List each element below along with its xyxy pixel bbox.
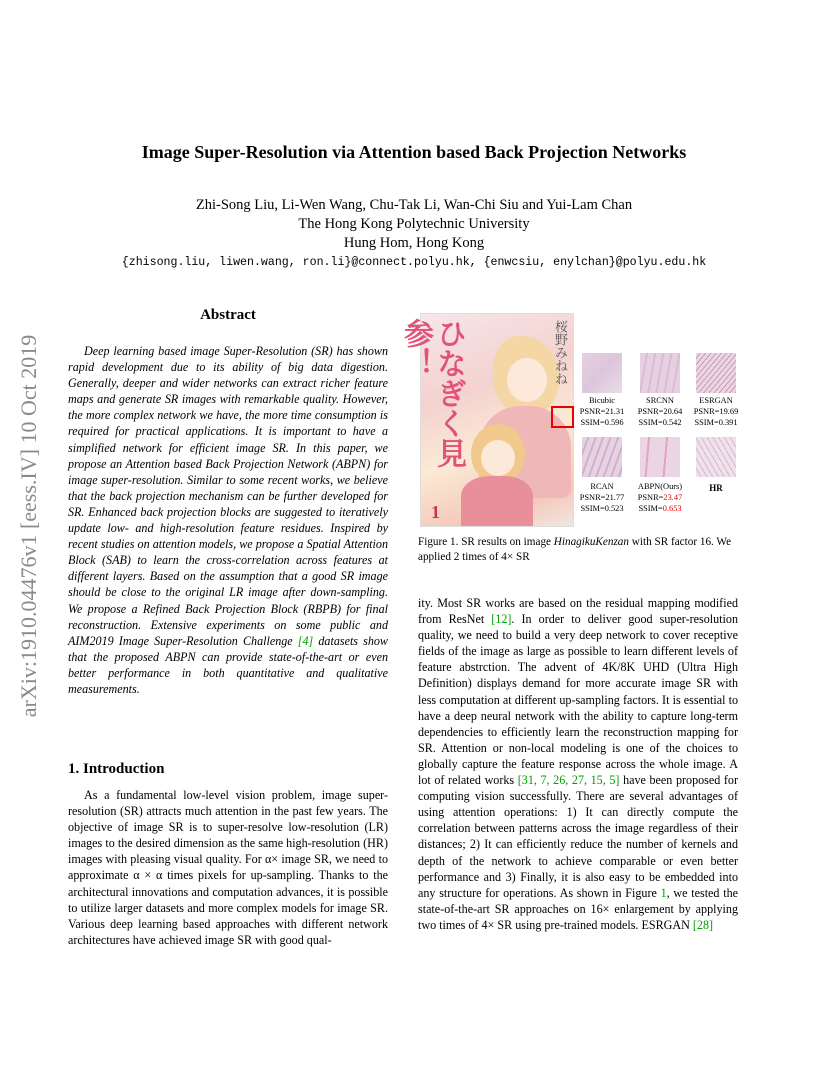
label-srcnn [632, 395, 688, 428]
cover-figure2-dress [461, 476, 533, 526]
patch-hr [696, 437, 736, 477]
method-psnr: PSNR=19.69 [693, 407, 739, 416]
label-esrgan [688, 395, 744, 428]
method-psnr: PSNR=21.31 [579, 407, 625, 416]
patch-abpn [640, 437, 680, 477]
caption-text: Figure 1. SR results on image [418, 536, 554, 548]
figure-caption [418, 535, 740, 565]
method-name: RCAN [590, 482, 614, 491]
body-text: have been proposed for computing vision successfully. There are several advantages of using attention operations: 1) It can directly compute the correlation between patterns across the image regardless of their distances; 2) It can efficiently reduce the number of kernels and depth of the network to achieve comparable or even better performance and 3) Finally, it is also easy to be embedded into any structure for operations. As shown in Figure [418, 773, 738, 900]
author-block [0, 196, 828, 253]
author-emails: {zhisong.liu, liwen.wang, ron.li}@connect.polyu.hk, {enwcsiu, enylchan}@polyu.edu.hk [121, 256, 707, 269]
method-name: ABPN(Ours) [637, 482, 683, 491]
abstract-heading: Abstract [200, 307, 256, 323]
intro-body [68, 787, 388, 948]
method-ssim: SSIM=0.523 [580, 504, 624, 513]
affiliation: The Hong Kong Polytechnic University [298, 216, 530, 232]
crop-region-marker [551, 406, 574, 428]
method-name: ESRGAN [699, 396, 733, 405]
citation-link[interactable]: [31, 7, 26, 27, 15, 5] [517, 773, 620, 788]
body-text: . In order to deliver good super-resolution quality, we need to build a very deep network to cover receptive fields of the image as large as possible to learn different levels of feature abstrction. The advent of 4K/8K UHD (Ultra High Definition) displays demand for more accurate image SR with less computation at different up-sampling factors. It is essential to have a deep neural network with the ability to capture long-term dependencies to efficiently learn the reconstruction mapping for SR. Attention or non-local modeling is one of the choices to globally capture the feature response across the whole image. A lot of related works [418, 612, 738, 788]
patch-rcan [582, 437, 622, 477]
cover-title: ひなぎく見参！ [399, 318, 465, 468]
figure-link[interactable]: 1 [660, 885, 667, 900]
ssim-value-best: 0.653 [662, 504, 682, 513]
abstract-body [68, 343, 388, 697]
method-name: SRCNN [646, 396, 674, 405]
psnr-label: PSNR= [637, 493, 664, 502]
location: Hung Hom, Hong Kong [343, 235, 485, 251]
caption-image-name: HinagikuKenzan [553, 536, 629, 548]
method-name: Bicubic [588, 396, 616, 405]
abstract-text-2: datasets show that the proposed ABPN can provide state-of-the-art or even better performance in both quantitative and qualitative measurements. [68, 633, 388, 696]
patch-srcnn [640, 353, 680, 393]
label-bicubic [574, 395, 630, 428]
author-list: Zhi-Song Liu, Li-Wen Wang, Chu-Tak Li, Wan-Chi Siu and Yui-Lam Chan [195, 197, 633, 213]
label-abpn [632, 481, 688, 514]
ssim-label: SSIM= [638, 504, 663, 513]
method-ssim [632, 503, 688, 514]
method-ssim: SSIM=0.391 [694, 418, 738, 427]
label-rcan [574, 481, 630, 514]
intro-paragraph: As a fundamental low-level vision problem, image super-resolution (SR) attracts much attention in the past few years. The objective of image SR is to super-resolve low-resolution (LR) images to the desired dimension as the same high-resolution (HR) images with pleasing visual quality. For α× image SR, we need to approximate α × α times pixels for up-sampling. Thanks to the architectural innovations and computation advances, it is possible to utilize larger datasets and more complex models for image SR. Various deep learning based approaches with different network architectures have achieved image SR with good qual- [68, 788, 388, 947]
patch-esrgan [696, 353, 736, 393]
method-psnr [632, 492, 688, 503]
right-column-body [418, 595, 738, 933]
citation-link[interactable]: [4] [297, 633, 314, 648]
cover-volume: 1 [431, 502, 440, 522]
figure-1 [399, 313, 740, 528]
cover-author: 桜野みねね [553, 320, 568, 385]
manga-cover-image [399, 313, 574, 527]
body-text: ity. Most SR works are based on the residual mapping modified from ResNet [418, 596, 738, 627]
psnr-value-best: 23.47 [663, 493, 683, 502]
method-ssim: SSIM=0.542 [638, 418, 682, 427]
arxiv-watermark: arXiv:1910.04476v1 [eess.IV] 10 Oct 2019 [16, 334, 41, 718]
citation-link[interactable]: [28] [692, 917, 714, 932]
citation-link[interactable]: [12] [491, 612, 512, 627]
cover-figure-face [507, 358, 547, 402]
section-heading-introduction: 1. Introduction [68, 761, 165, 777]
body-text: , we tested the state-of-the-art SR approaches on 16× enlargement by applying two times of 4× SR using pre-trained models. ESRGAN [418, 885, 738, 932]
method-psnr: PSNR=21.77 [579, 493, 625, 502]
abstract-text-1: Deep learning based image Super-Resolution (SR) has shown rapid development due to its ability of big data digestion. Generally, deeper and wider networks can extract richer feature maps and generate SR images with remarkable quality. However, the more complex network we have, the more time consumption is required for practical applications. It is important to have a simplified network for efficient image SR. In this paper, we propose an Attention based Back Projection Network (ABPN) for image super-resolution. Similar to some recent works, we believe that the back projection mechanism can be further developed for SR. Enhanced back projection blocks are suggested to iteratively update low- and high-resolution feature residues. Inspired by recent studies on attention models, we propose a Spatial Attention Block (SAB) to learn the cross-correlation across features at different layers. Based on the assumption that a good SR image should be close to the original LR image after down-sampling. We propose a Refined Back Projection Block (RBPB) for final reconstruction. Extensive experiments on some public and AIM2019 Image Super-Resolution Challenge [68, 344, 388, 648]
label-hr: HR [709, 483, 723, 493]
cover-figure2-face [481, 440, 515, 476]
method-ssim: SSIM=0.596 [580, 418, 624, 427]
paper-title: Image Super-Resolution via Attention based Back Projection Networks [141, 142, 687, 162]
method-psnr: PSNR=20.64 [637, 407, 683, 416]
caption-text-end: with SR factor 16. We applied 2 times of 4× SR [418, 536, 732, 563]
patch-bicubic [582, 353, 622, 393]
